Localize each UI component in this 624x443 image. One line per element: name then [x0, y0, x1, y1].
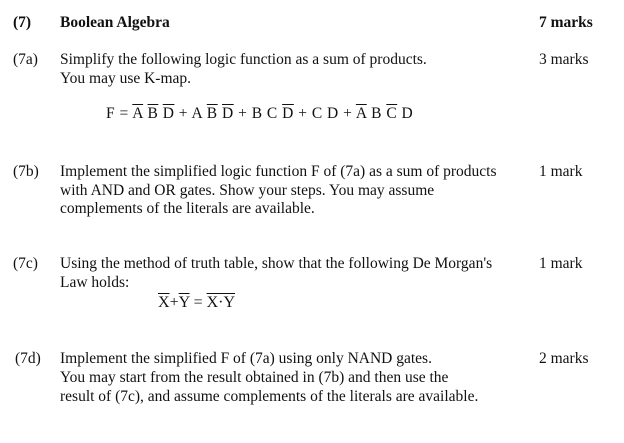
literal: D	[401, 105, 414, 122]
complemented-literal: $\overline{C}$	[386, 105, 398, 122]
literal: B	[371, 105, 382, 122]
question-title: Boolean Algebra	[60, 14, 170, 31]
boolean-function-equation	[106, 104, 413, 123]
part-7b-text-line1: Implement the simplified logic function F of (7a) as a sum of products	[60, 163, 497, 180]
equation-plus: +	[293, 105, 312, 122]
de-morgan-law	[158, 293, 235, 312]
equation-plus: +	[338, 105, 356, 122]
part-7d-number: (7d)	[15, 350, 41, 367]
part-7d-text-line2: You may start from the result obtained in (7b) and then use the	[60, 369, 449, 386]
law-xy-complement: X·Y	[206, 294, 236, 311]
part-7d-text-line3: result of (7c), and assume complements of the literals are available.	[60, 388, 479, 405]
part-7b-text-line2: with AND and OR gates. Show your steps. You may assume	[60, 182, 435, 199]
part-7b-marks: 1 mark	[539, 163, 583, 180]
law-plus: +	[169, 294, 179, 311]
complemented-literal: $\overline{D}$	[282, 105, 294, 122]
question-marks: 7 marks	[539, 14, 593, 31]
complemented-literal: $\overline{A}$	[355, 105, 367, 122]
law-x-complement: $\overline{X}$	[158, 294, 170, 311]
part-7d-marks: 2 marks	[539, 350, 589, 367]
complemented-literal: $\overline{D}$	[221, 105, 234, 122]
equation-plus: +	[174, 105, 192, 122]
law-y-complement: $\overline{Y}$	[178, 294, 190, 311]
equation-term	[252, 105, 294, 122]
complemented-literal: $\overline{D}$	[162, 105, 175, 122]
law-equals: =	[193, 294, 203, 311]
part-7a-number: (7a)	[13, 51, 38, 68]
literal: A	[191, 105, 203, 122]
complemented-literal: $\overline{B}$	[206, 105, 218, 122]
equation-plus: +	[233, 105, 252, 122]
equation-term	[312, 105, 339, 122]
part-7c-marks: 1 mark	[539, 255, 583, 272]
literal: C	[311, 105, 323, 122]
part-7b-number: (7b)	[13, 163, 39, 180]
literal: D	[327, 105, 339, 122]
question-number: (7)	[13, 14, 32, 31]
part-7a-text-line2: You may use K-map.	[60, 70, 192, 87]
equation-term	[356, 105, 413, 122]
complemented-literal: $\overline{A}$	[132, 105, 144, 122]
literal: C	[266, 105, 278, 122]
part-7a-text-line1: Simplify the following logic function as a sum of products.	[60, 51, 427, 68]
part-7c-text-line2: Law holds:	[60, 274, 130, 291]
part-7d-text-line1: Implement the simplified F of (7a) using only NAND gates.	[60, 350, 432, 367]
equation-lhs: F =	[106, 105, 133, 122]
equation-term	[132, 105, 174, 122]
literal: B	[251, 105, 263, 122]
complemented-literal: $\overline{B}$	[147, 105, 159, 122]
part-7a-marks: 3 marks	[539, 51, 589, 68]
part-7c-text-line1: Using the method of truth table, show that the following De Morgan's	[60, 255, 493, 272]
part-7c-number: (7c)	[13, 255, 38, 272]
part-7b-text-line3: complements of the literals are available.	[60, 200, 315, 217]
equation-term	[192, 105, 234, 122]
